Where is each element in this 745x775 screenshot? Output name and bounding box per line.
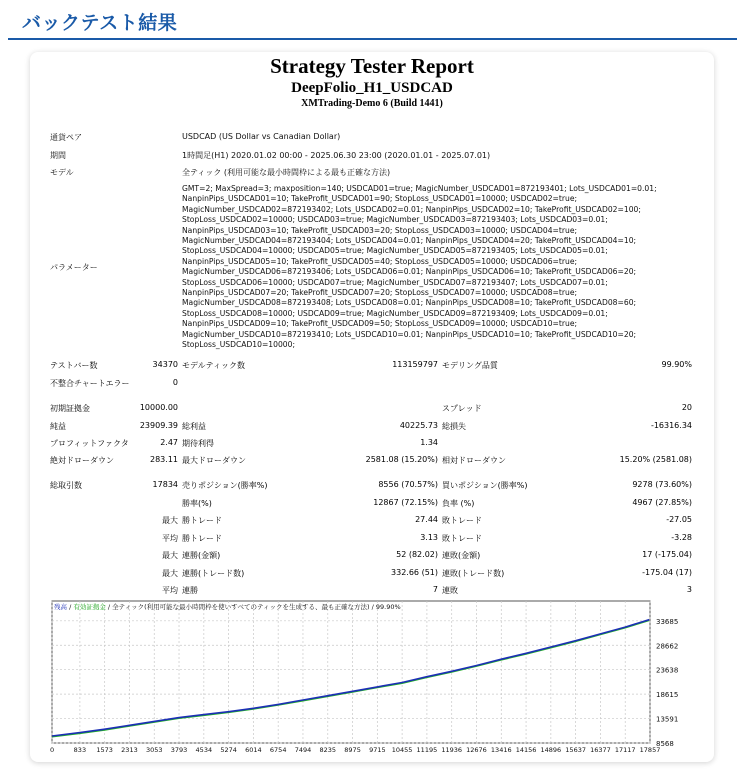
x-tick-label: 15637 (565, 746, 586, 754)
x-tick-label: 6754 (269, 746, 287, 754)
param-line: MagicNumber_USDCAD02=872193402; Lots_USDCAD02=0.01; NanpinPips_USDCAD02=10; TakeProfit_USDCAD02=100; (182, 204, 641, 214)
x-tick-label: 8975 (344, 746, 361, 754)
max-label-3: 最大 (162, 569, 178, 578)
rel-dd-label: 相対ドローダウン (442, 456, 506, 465)
quality-label: モデリング品質 (442, 361, 498, 370)
x-tick-label: 0 (50, 746, 55, 754)
param-line: NanpinPips_USDCAD03=10; TakeProfit_USDCAD03=20; StopLoss_USDCAD03=10000; USDCAD04=true; (182, 225, 578, 235)
avg-label-2: 平均 (162, 586, 178, 595)
deposit-label: 初期証拠金 (50, 404, 90, 413)
net-value: 23909.39 (139, 421, 178, 430)
net-label: 純益 (50, 422, 66, 431)
avg-win-streak-label: 連勝 (182, 586, 198, 595)
report-title: Strategy Tester Report (270, 54, 474, 78)
param-line: NanpinPips_USDCAD01=10; TakeProfit_USDCAD01=90; StopLoss_USDCAD01=10000; USDCAD02=true; (182, 194, 578, 204)
avg-loss-streak-value: 3 (686, 585, 692, 594)
param-line: StopLoss_USDCAD04=10000; USDCAD05=true; MagicNumber_USDCAD05=872193405; Lots_USDCAD05=0.01; (182, 246, 608, 256)
plot-area (52, 601, 650, 743)
quality-value: 99.90% (661, 360, 692, 369)
legend-rest: / 全ティック(利用可能な最小時間枠を使いすべてのティックを生成する、最も正確な方法) / 99.90% (105, 603, 401, 611)
y-tick-label: 13591 (656, 715, 679, 724)
consec-loss-amt-value: 17 (-175.04) (642, 550, 692, 559)
bars-value: 34370 (152, 360, 178, 369)
x-tick-label: 14156 (515, 746, 537, 754)
y-tick-label: 33685 (656, 617, 679, 626)
consec-win-cnt-value: 332.66 (51) (391, 568, 438, 577)
chart-legend (54, 602, 401, 611)
short-value: 8556 (70.57%) (378, 480, 438, 489)
consec-win-amt-value: 52 (82.02) (396, 550, 438, 559)
y-tick-label: 23638 (656, 666, 679, 675)
x-tick-label: 13416 (490, 746, 512, 754)
x-tick-label: 16377 (590, 746, 611, 754)
consec-win-amt-label: 連勝(金額) (182, 551, 221, 560)
lossrate-label: 負率 (%) (442, 499, 475, 508)
x-tick-label: 3053 (145, 746, 163, 754)
max-dd-label: 最大ドローダウン (182, 456, 246, 465)
param-line: StopLoss_USDCAD02=10000; USDCAD03=true; MagicNumber_USDCAD03=872193403; Lots_USDCAD03=0.01; (182, 215, 608, 225)
y-tick-label: 28662 (656, 642, 679, 651)
ea-name: DeepFolio_H1_USDCAD (291, 80, 453, 96)
param-line: StopLoss_USDCAD08=10000; USDCAD09=true; MagicNumber_USDCAD09=872193409; Lots_USDCAD09=0.01; (182, 308, 608, 318)
avg-loss-value: -3.28 (671, 533, 692, 542)
max-dd-value: 2581.08 (15.20%) (365, 455, 438, 464)
max-label-1: 最大 (162, 516, 178, 525)
avg-win-value: 3.13 (420, 533, 438, 542)
avg-win-streak-value: 7 (432, 585, 438, 594)
consec-loss-cnt-value: -175.04 (17) (642, 568, 692, 577)
legend-balance: 残高 (54, 603, 67, 611)
symbol-label: 通貨ペア (50, 133, 82, 142)
period-value: 1時間足(H1) 2020.01.02 00:00 - 2025.06.30 23:00 (2020.01.01 - 2025.07.01) (182, 151, 491, 160)
param-line: MagicNumber_USDCAD06=872193406; Lots_USDCAD06=0.01; NanpinPips_USDCAD06=10; TakeProfit_USDCAD06=20; (182, 267, 637, 277)
period-label: 期間 (50, 151, 66, 160)
trades-value: 17834 (152, 480, 178, 489)
chart-svg (50, 600, 690, 758)
abs-dd-value: 283.11 (150, 455, 178, 464)
model-label: モデル (50, 168, 74, 177)
model-value: 全ティック (利用可能な最小時間枠による最も正確な方法) (182, 168, 391, 177)
param-line: StopLoss_USDCAD06=10000; USDCAD07=true; MagicNumber_USDCAD07=872193407; Lots_USDCAD07=0.01; (182, 277, 608, 287)
x-tick-label: 10455 (391, 746, 413, 754)
x-tick-label: 4534 (195, 746, 213, 754)
pf-label: プロフィットファクタ (50, 439, 129, 448)
deposit-value: 10000.00 (139, 403, 178, 412)
x-tick-label: 7494 (294, 746, 312, 754)
spread-value: 20 (681, 403, 692, 412)
mismatch-label: 不整合チャートエラー (50, 379, 130, 388)
param-line: StopLoss_USDCAD10=10000; (182, 340, 296, 350)
consec-win-cnt-label: 連勝(トレード数) (182, 569, 245, 578)
balance-chart (50, 600, 690, 758)
bars-label: テストバー数 (50, 361, 98, 370)
max-win-value: 27.44 (415, 515, 438, 524)
abs-dd-label: 絶対ドローダウン (50, 456, 114, 465)
short-label: 売りポジション(勝率%) (182, 481, 268, 490)
x-tick-label: 17117 (614, 746, 636, 754)
consec-loss-amt-label: 連敗(金額) (442, 551, 481, 560)
consec-loss-cnt-label: 連敗(トレード数) (442, 569, 505, 578)
x-tick-label: 3793 (170, 746, 188, 754)
legend-sep: / (67, 603, 74, 611)
x-tick-label: 14896 (540, 746, 562, 754)
report-card (30, 52, 714, 762)
y-tick-label: 18615 (656, 691, 679, 700)
param-line: GMT=2; MaxSpread=3; maxposition=140; USDCAD01=true; MagicNumber_USDCAD01=872193401; Lots_USDCAD01=0.01; (182, 184, 657, 193)
x-tick-label: 1573 (96, 746, 113, 754)
y-tick-label: 8568 (656, 740, 674, 748)
avg-loss-label: 敗トレード (442, 534, 482, 543)
ticks-label: モデルティック数 (182, 361, 245, 370)
params-value (182, 184, 702, 351)
param-line: MagicNumber_USDCAD08=872193408; Lots_USDCAD08=0.01; NanpinPips_USDCAD08=10; TakeProfit_USDCAD08=60; (182, 298, 637, 308)
lossrate-value: 4967 (27.85%) (632, 498, 692, 507)
symbol-value: USDCAD (US Dollar vs Canadian Dollar) (182, 132, 341, 141)
param-line: NanpinPips_USDCAD05=10; TakeProfit_USDCAD05=40; StopLoss_USDCAD05=10000; USDCAD06=true; (182, 256, 578, 266)
param-line: MagicNumber_USDCAD04=872193404; Lots_USDCAD04=0.01; NanpinPips_USDCAD04=20; TakeProfit_USDCAD04=10; (182, 236, 637, 246)
winrate-label: 勝率(%) (182, 499, 212, 508)
max-loss-value: -27.05 (666, 515, 692, 524)
x-tick-label: 2313 (121, 746, 138, 754)
ticks-value: 113159797 (392, 360, 438, 369)
x-tick-label: 9715 (369, 746, 386, 754)
page-heading: バックテスト結果 (22, 12, 178, 34)
legend-equity: 有効証拠金 (73, 603, 106, 611)
x-tick-label: 833 (73, 746, 87, 754)
x-tick-label: 12676 (466, 746, 487, 754)
param-line: NanpinPips_USDCAD07=20; TakeProfit_USDCAD07=20; StopLoss_USDCAD07=10000; USDCAD08=true; (182, 288, 578, 298)
x-tick-label: 6014 (245, 746, 262, 754)
gross-profit-value: 40225.73 (399, 421, 438, 430)
x-tick-label: 8235 (319, 746, 337, 754)
avg-win-label: 勝トレード (182, 534, 222, 543)
x-tick-label: 5274 (220, 746, 237, 754)
long-value: 9278 (73.60%) (632, 480, 692, 489)
avg-loss-streak-label: 連敗 (442, 586, 458, 595)
max-loss-label: 敗トレード (442, 516, 482, 525)
max-win-label: 勝トレード (182, 516, 222, 525)
gross-loss-value: -16316.34 (650, 421, 692, 430)
params-label: パラメーター (50, 263, 98, 272)
winrate-value: 12867 (72.15%) (373, 498, 438, 507)
heading-divider (8, 38, 737, 40)
avg-label-1: 平均 (162, 534, 178, 543)
x-tick-label: 11195 (416, 746, 438, 754)
x-tick-label: 17857 (639, 746, 661, 754)
rel-dd-value: 15.20% (2581.08) (619, 455, 692, 464)
param-line: MagicNumber_USDCAD10=872193410; Lots_USDCAD10=0.01; NanpinPips_USDCAD10=10; TakeProfit_USDCAD10=20; (182, 329, 637, 339)
param-line: NanpinPips_USDCAD09=10; TakeProfit_USDCAD09=50; StopLoss_USDCAD09=10000; USDCAD10=true; (182, 319, 578, 329)
trades-label: 総取引数 (50, 481, 82, 490)
spread-label: スプレッド (442, 404, 482, 413)
payoff-label: 期待利得 (182, 439, 214, 448)
broker-build: XMTrading-Demo 6 (Build 1441) (301, 98, 443, 109)
long-label: 買いポジション(勝率%) (442, 481, 528, 490)
pf-value: 2.47 (160, 438, 178, 447)
payoff-value: 1.34 (420, 438, 438, 447)
mismatch-value: 0 (172, 378, 178, 387)
max-label-2: 最大 (162, 551, 178, 560)
gross-loss-label: 総損失 (442, 422, 466, 431)
gross-profit-label: 総利益 (182, 422, 206, 431)
x-tick-label: 11936 (441, 746, 463, 754)
